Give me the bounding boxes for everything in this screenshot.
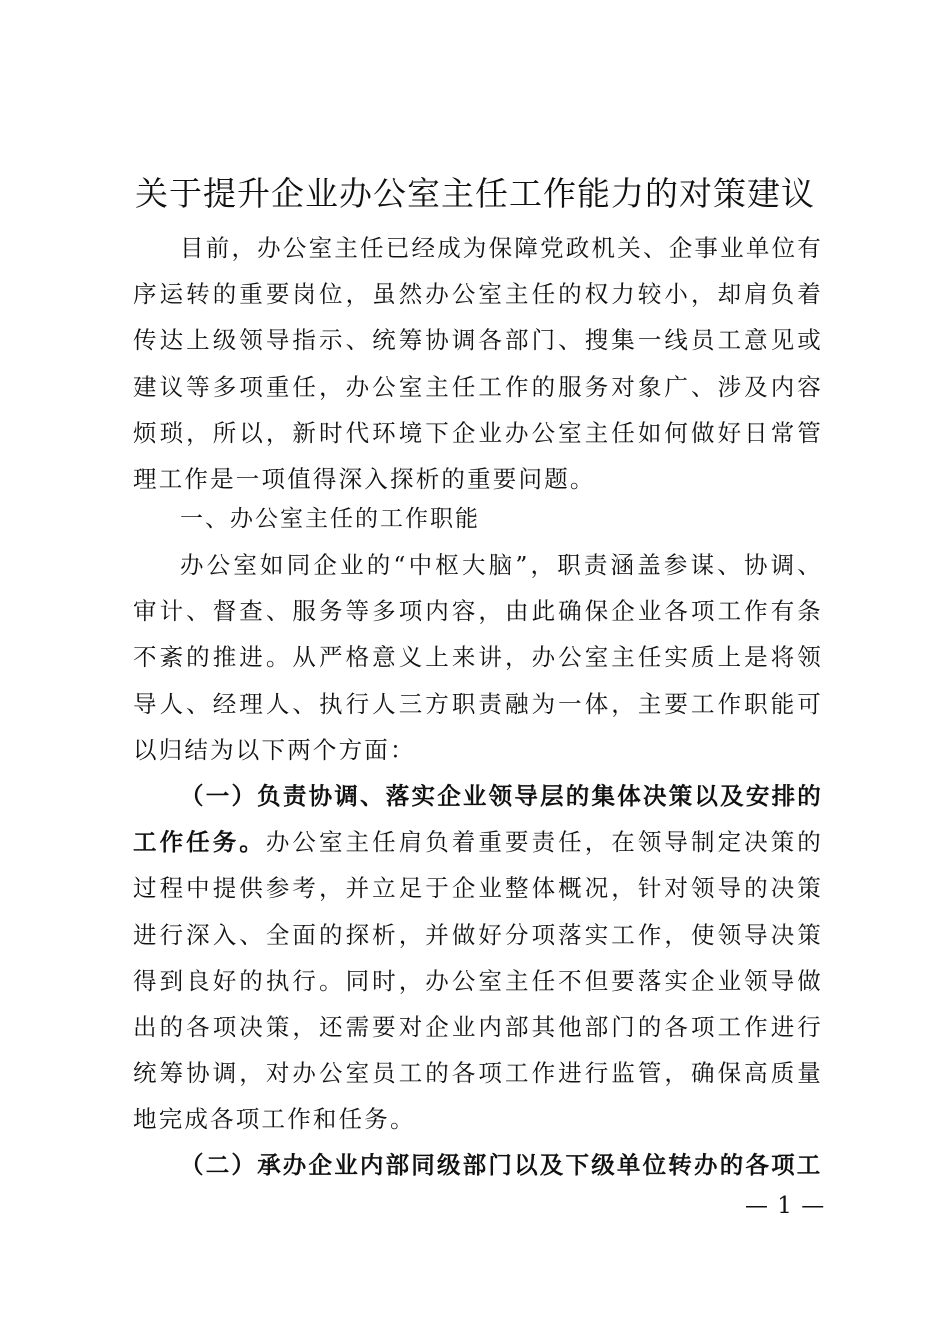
document-title: 关于提升企业办公室主任工作能力的对策建议: [135, 174, 815, 213]
list-item-lead: （二）承办企业内部同级部门以及下级单位转办的各项工: [180, 1151, 823, 1179]
section-heading: 一、办公室主任的工作职能: [180, 506, 480, 532]
list-item-body: 办公室主任肩负着重要责任，在领导制定决策的过程中提供参考，并立足于企业整体概况，针对领导的决策进行深入、全面的探析，并做好分项落实工作，使领导决策得到良好的执行。同时，办公室主任不但要落实企业领导做出的各项决策，还需要对企业内部其他部门的各项工作进行统筹协调，对办公室员工的各项工作进行监管，确保高质量地完成各项工作和任务。: [133, 828, 823, 1134]
page-number: — 1 —: [745, 1193, 826, 1219]
list-item-lead: （一）负责协调、落实企业领导层的集体决策以及安排的工作任务。: [133, 782, 823, 857]
list-item-paragraph: [133, 1142, 823, 1188]
list-item-paragraph: [133, 773, 823, 1143]
intro-paragraph: 目前，办公室主任已经成为保障党政机关、企事业单位有序运转的重要岗位，虽然办公室主任的权力较小，却肩负着传达上级领导指示、统筹协调各部门、搜集一线员工意见或建议等多项重任，办公室主任工作的服务对象广、涉及内容烦琐，所以，新时代环境下企业办公室主任如何做好日常管理工作是一项值得深入探析的重要问题。: [133, 234, 823, 494]
section-paragraph: 办公室如同企业的“中枢大脑”，职责涵盖参谋、协调、审计、督查、服务等多项内容，由此确保企业各项工作有条不紊的推进。从严格意义上来讲，办公室主任实质上是将领导人、经理人、执行人三方职责融为一体，主要工作职能可以归结为以下两个方面：: [133, 551, 823, 764]
